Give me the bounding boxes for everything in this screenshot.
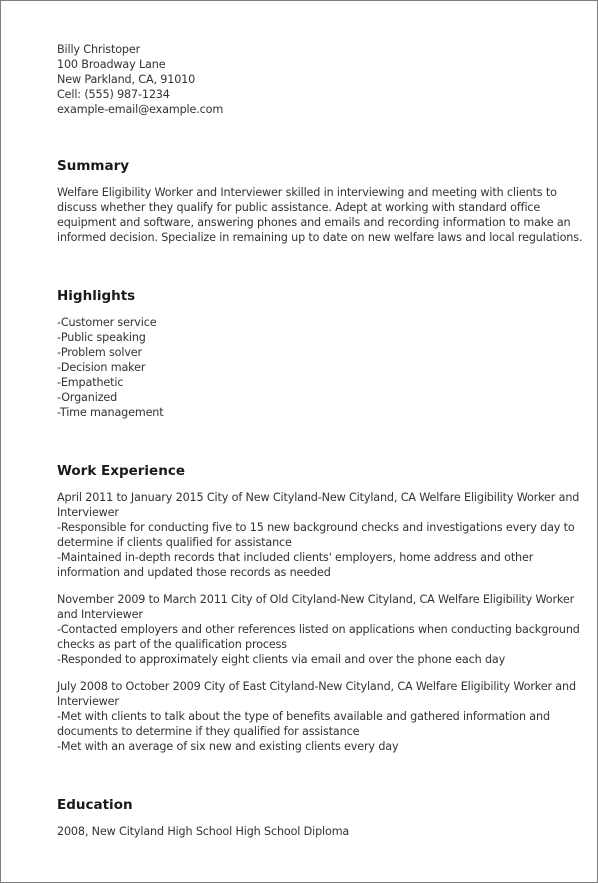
job-bullet: -Met with an average of six new and existing clients every day xyxy=(57,740,399,753)
list-item: -Public speaking xyxy=(57,331,146,344)
contact-phone: Cell: (555) 987-1234 xyxy=(57,88,170,101)
job-entry xyxy=(57,592,587,667)
education-heading: Education xyxy=(57,797,133,813)
contact-block xyxy=(57,42,577,117)
list-item: -Decision maker xyxy=(57,361,146,374)
job-title-line: July 2008 to October 2009 City of East Cityland-New Cityland, CA Welfare Eligibility Worker and Interviewer xyxy=(57,680,576,708)
job-title-line: April 2011 to January 2015 City of New Cityland-New Cityland, CA Welfare Eligibility Worker and Interviewer xyxy=(57,491,580,519)
contact-name: Billy Christoper xyxy=(57,43,141,56)
job-title-line: November 2009 to March 2011 City of Old Cityland-New Cityland, CA Welfare Eligibility Worker and Interviewer xyxy=(57,593,575,621)
highlights-heading: Highlights xyxy=(57,288,136,304)
list-item: -Customer service xyxy=(57,316,157,329)
job-entry xyxy=(57,679,587,754)
list-item: -Time management xyxy=(57,406,164,419)
job-entry xyxy=(57,490,587,580)
job-bullet: -Responsible for conducting five to 15 new background checks and investigations every day to determine if clients qualified for assistance xyxy=(57,521,575,549)
job-bullet: -Responded to approximately eight clients via email and over the phone each day xyxy=(57,653,506,666)
highlights-section xyxy=(57,287,587,420)
list-item: -Empathetic xyxy=(57,376,124,389)
experience-heading: Work Experience xyxy=(57,463,185,479)
job-bullet: -Maintained in-depth records that included clients' employers, home address and other information and updated those records as needed xyxy=(57,551,534,579)
highlights-list xyxy=(57,315,587,420)
summary-heading: Summary xyxy=(57,158,130,174)
education-section xyxy=(57,796,587,839)
list-item: -Organized xyxy=(57,391,118,404)
experience-section xyxy=(57,462,587,766)
list-item: -Problem solver xyxy=(57,346,142,359)
contact-city: New Parkland, CA, 91010 xyxy=(57,73,196,86)
summary-text: Welfare Eligibility Worker and Interviewer skilled in interviewing and meeting with clients to discuss whether they qualify for public assistance. Adept at working with standard office equipment and software, answering phones and emails and recording information to make an informed decision. Specialize in remaining up to date on new welfare laws and local regulations. xyxy=(57,186,583,244)
job-bullet: -Met with clients to talk about the type of benefits available and gathered information and documents to determine if they qualified for assistance xyxy=(57,710,550,738)
contact-email: example-email@example.com xyxy=(57,103,224,116)
contact-street: 100 Broadway Lane xyxy=(57,58,166,71)
summary-section xyxy=(57,157,587,245)
job-bullet: -Contacted employers and other references listed on applications when conducting background checks as part of the qualification process xyxy=(57,623,580,651)
education-text: 2008, New Cityland High School High School Diploma xyxy=(57,825,350,838)
